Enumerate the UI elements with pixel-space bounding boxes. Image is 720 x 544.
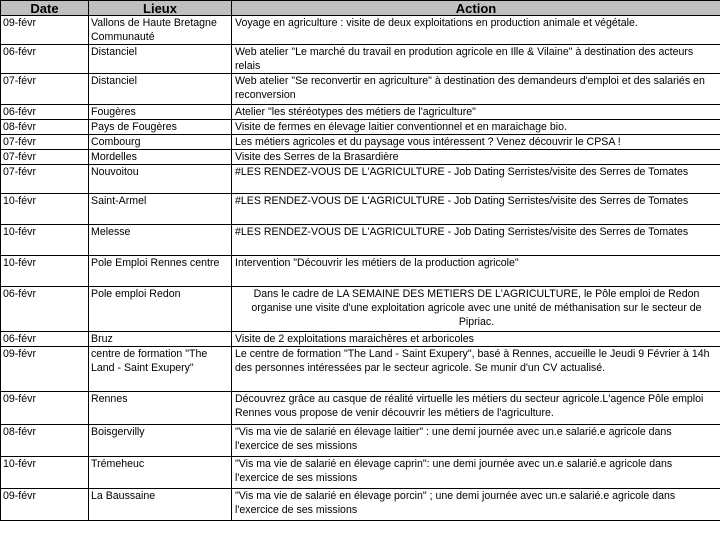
cell-lieu: Nouvoitou bbox=[89, 165, 232, 194]
cell-date: 09-févr bbox=[1, 489, 89, 521]
cell-date: 09-févr bbox=[1, 16, 89, 45]
cell-lieu: Rennes bbox=[89, 392, 232, 425]
table-row bbox=[1, 256, 720, 287]
table-row bbox=[1, 457, 720, 489]
cell-action: Dans le cadre de LA SEMAINE DES METIERS DE L'AGRICULTURE, le Pôle emploi de Redon organise une visite d'une exploitation agricole avec une unité de méthanisation sur le secteur de Pipriac. bbox=[232, 287, 720, 332]
table-row bbox=[1, 392, 720, 425]
cell-lieu: Mordelles bbox=[89, 150, 232, 165]
cell-date: 10-févr bbox=[1, 194, 89, 225]
cell-action: Découvrez grâce au casque de réalité virtuelle les métiers du secteur agricole.L'agence Pôle emploi Rennes vous propose de venir découvrir les métiers de l'agriculture. bbox=[232, 392, 720, 425]
cell-lieu: Saint-Armel bbox=[89, 194, 232, 225]
cell-date: 07-févr bbox=[1, 135, 89, 150]
cell-date: 07-févr bbox=[1, 74, 89, 105]
header-action: Action bbox=[232, 1, 720, 16]
cell-date: 08-févr bbox=[1, 120, 89, 135]
cell-lieu: Fougères bbox=[89, 105, 232, 120]
table-row bbox=[1, 425, 720, 457]
cell-action: Voyage en agriculture : visite de deux exploitations en production animale et végétale. bbox=[232, 16, 720, 45]
cell-action: "Vis ma vie de salarié en élevage porcin" ; une demi journée avec un.e salarié.e agricole dans l'exercice de ses missions bbox=[232, 489, 720, 521]
cell-date: 09-févr bbox=[1, 392, 89, 425]
header-date: Date bbox=[1, 1, 89, 16]
table-row bbox=[1, 135, 720, 150]
cell-action: #LES RENDEZ-VOUS DE L'AGRICULTURE - Job Dating Serristes/visite des Serres de Tomates bbox=[232, 165, 720, 194]
cell-lieu: Distanciel bbox=[89, 74, 232, 105]
table-row bbox=[1, 489, 720, 521]
cell-action: Les métiers agricoles et du paysage vous intéressent ? Venez découvrir le CPSA ! bbox=[232, 135, 720, 150]
cell-lieu: Distanciel bbox=[89, 45, 232, 74]
cell-date: 07-févr bbox=[1, 165, 89, 194]
cell-lieu: centre de formation "The Land - Saint Exupery" bbox=[89, 347, 232, 392]
cell-lieu: La Baussaine bbox=[89, 489, 232, 521]
cell-lieu: Pole Emploi Rennes centre bbox=[89, 256, 232, 287]
table-row bbox=[1, 74, 720, 105]
table-row bbox=[1, 45, 720, 74]
cell-lieu: Combourg bbox=[89, 135, 232, 150]
table-row bbox=[1, 16, 720, 45]
cell-action: Intervention "Découvrir les métiers de la production agricole" bbox=[232, 256, 720, 287]
table-row bbox=[1, 105, 720, 120]
table-body bbox=[1, 16, 720, 521]
cell-action: Visite de 2 exploitations maraichères et arboricoles bbox=[232, 332, 720, 347]
cell-action: Atelier "les stéréotypes des métiers de l'agriculture" bbox=[232, 105, 720, 120]
cell-action: Le centre de formation "The Land - Saint Exupery", basé à Rennes, accueille le Jeudi 9 Février à 14h des personnes intéressées par le secteur agricole. Se munir d'un CV actualisé. bbox=[232, 347, 720, 392]
cell-date: 10-févr bbox=[1, 256, 89, 287]
cell-date: 09-févr bbox=[1, 347, 89, 392]
cell-lieu: Trémeheuc bbox=[89, 457, 232, 489]
cell-lieu: Boisgervilly bbox=[89, 425, 232, 457]
cell-lieu: Pole emploi Redon bbox=[89, 287, 232, 332]
cell-lieu: Bruz bbox=[89, 332, 232, 347]
table-row bbox=[1, 332, 720, 347]
cell-date: 06-févr bbox=[1, 45, 89, 74]
table-row bbox=[1, 347, 720, 392]
cell-action: "Vis ma vie de salarié en élevage laitier" : une demi journée avec un.e salarié.e agricole dans l'exercice de ses missions bbox=[232, 425, 720, 457]
cell-date: 06-févr bbox=[1, 105, 89, 120]
cell-date: 06-févr bbox=[1, 287, 89, 332]
header-lieux: Lieux bbox=[89, 1, 232, 16]
cell-lieu: Pays de Fougères bbox=[89, 120, 232, 135]
table-row bbox=[1, 287, 720, 332]
header-row bbox=[1, 1, 720, 16]
cell-action: Web atelier "Le marché du travail en prodution agricole en Ille & Vilaine" à destination des acteurs relais bbox=[232, 45, 720, 74]
cell-lieu: Melesse bbox=[89, 225, 232, 256]
cell-date: 10-févr bbox=[1, 225, 89, 256]
cell-action: Visite des Serres de la Brasardière bbox=[232, 150, 720, 165]
cell-date: 10-févr bbox=[1, 457, 89, 489]
table-row bbox=[1, 194, 720, 225]
table-row bbox=[1, 165, 720, 194]
cell-action: "Vis ma vie de salarié en élevage caprin": une demi journée avec un.e salarié.e agricole dans l'exercice de ses missions bbox=[232, 457, 720, 489]
table-row bbox=[1, 225, 720, 256]
cell-date: 07-févr bbox=[1, 150, 89, 165]
cell-action: #LES RENDEZ-VOUS DE L'AGRICULTURE - Job Dating Serristes/visite des Serres de Tomates bbox=[232, 225, 720, 256]
table-row bbox=[1, 150, 720, 165]
cell-date: 06-févr bbox=[1, 332, 89, 347]
cell-action: Visite de fermes en élevage laitier conventionnel et en maraichage bio. bbox=[232, 120, 720, 135]
table-row bbox=[1, 120, 720, 135]
cell-action: #LES RENDEZ-VOUS DE L'AGRICULTURE - Job Dating Serristes/visite des Serres de Tomates bbox=[232, 194, 720, 225]
cell-action: Web atelier "Se reconvertir en agriculture" à destination des demandeurs d'emploi et des salariés en reconversion bbox=[232, 74, 720, 105]
cell-date: 08-févr bbox=[1, 425, 89, 457]
cell-lieu: Vallons de Haute Bretagne Communauté bbox=[89, 16, 232, 45]
